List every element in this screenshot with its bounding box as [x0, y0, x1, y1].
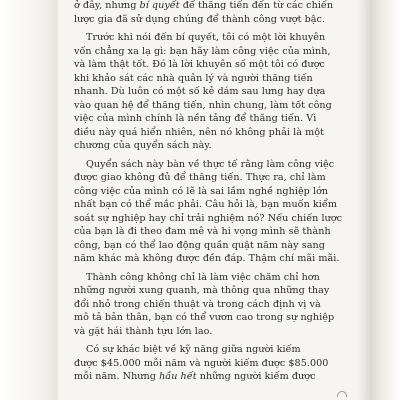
text-run: và gặt hái thành tựu lớn lao.: [74, 325, 213, 337]
text-line: [74, 325, 366, 339]
text-line: [74, 311, 366, 325]
text-run: những người kiếm được: [196, 371, 316, 382]
text-run: nhanh. Dù luôn có một số kẻ dám sau lưng hay dựa: [74, 86, 326, 97]
text-line: [74, 112, 366, 126]
text-run: vốn chẳng xa lạ gì: bạn hãy làm công việc của mình,: [74, 45, 331, 57]
text-run: điều này quá hiển nhiên, nên nó không phải là một: [74, 126, 324, 138]
page-text-body: [74, 0, 366, 384]
paragraph: [74, 31, 366, 153]
text-run: mô tả bản thân, bạn có thể vươn cao trong sự nghiệp: [74, 312, 335, 323]
text-line: [74, 370, 366, 384]
text-line: [74, 212, 366, 226]
text-line: [74, 139, 366, 153]
paragraph: [74, 343, 366, 384]
text-line: [74, 185, 366, 199]
italic-text: hầu hết: [159, 371, 197, 382]
text-run: được giao không đủ để thăng tiến. Thực ra, chỉ làm: [74, 172, 326, 183]
text-run: Có sự khác biệt về kỹ năng giữa người kiếm: [86, 344, 301, 355]
text-run: những người xung quanh, mà thông qua những thay: [74, 285, 330, 296]
text-line: [74, 0, 366, 13]
page-corner-mark: [337, 391, 347, 397]
text-run: công việc của mình có lẽ là sai lầm nghề nghiệp lớn: [74, 185, 329, 197]
text-run: được $45.000 mỗi năm và người kiếm được $85.000: [74, 357, 329, 369]
page-left-margin: [0, 0, 58, 400]
text-run: chương của quyển sách này.: [74, 140, 212, 151]
text-line: [74, 198, 366, 212]
text-line: [74, 158, 366, 172]
text-line: [74, 225, 366, 239]
text-line: [74, 72, 366, 86]
text-line: [74, 58, 366, 72]
text-run: Trước khi nói đến bí quyết, tôi có một lời khuyên: [86, 32, 326, 43]
text-run: lược gia đã sử dụng chúng để thành công vượt bậc.: [74, 13, 326, 25]
text-run: mỗi năm. Nhưng: [74, 371, 160, 382]
text-line: [74, 239, 366, 253]
text-run: và làm thật tốt. Đó là lời khuyên số một tôi có được: [74, 59, 325, 70]
text-line: [74, 126, 366, 140]
text-line: [74, 357, 366, 371]
text-line: [74, 85, 366, 99]
text-line: [74, 252, 366, 266]
text-line: [74, 13, 366, 27]
italic-text: bí quyết: [139, 0, 180, 11]
text-run: nhất bạn có thể mắc phải. Câu hỏi là, bạn muốn kiểm: [74, 199, 338, 210]
text-run: khi khảo sát các nhà quản lý và người thăng tiến: [74, 72, 313, 84]
text-run: năm khác mà không được đền đáp. Thậm chí mãi mãi.: [74, 253, 340, 264]
page-right-edge-shadow: [370, 0, 400, 400]
text-line: [74, 271, 366, 285]
text-run: ở đây, nhưng: [74, 0, 140, 11]
text-line: [74, 298, 366, 312]
text-run: Thành công không chỉ là làm việc chăm chỉ hơn: [86, 271, 320, 283]
text-line: [74, 31, 366, 45]
paragraph: [74, 0, 366, 26]
paragraph: [74, 158, 366, 266]
text-line: [74, 171, 366, 185]
text-run: đổi nhỏ trong chiến thuật và trong cách định vị và: [74, 298, 321, 310]
text-run: việc của mình chính là nền tảng để thăng tiến. Vì: [74, 113, 317, 124]
text-run: soát sự nghiệp hay chỉ trải nghiệm nó? Nếu chiến lược: [74, 212, 343, 224]
text-line: [74, 343, 366, 357]
text-run: công, bạn có thể lao động quần quật năm này sang: [74, 239, 325, 251]
text-line: [74, 99, 366, 113]
text-line: [74, 284, 366, 298]
paragraph: [74, 271, 366, 339]
text-run: vào quan hệ để thăng tiến, nhìn chung, làm tốt công: [74, 99, 332, 111]
text-line: [74, 45, 366, 59]
text-run: để thăng tiến đến từ các chiến: [179, 0, 334, 11]
text-run: của bạn là đi theo đam mê và hi vọng mình sẽ thành: [74, 226, 331, 237]
text-run: Quyển sách này bàn về thực tế rằng làm công việc: [86, 158, 335, 170]
